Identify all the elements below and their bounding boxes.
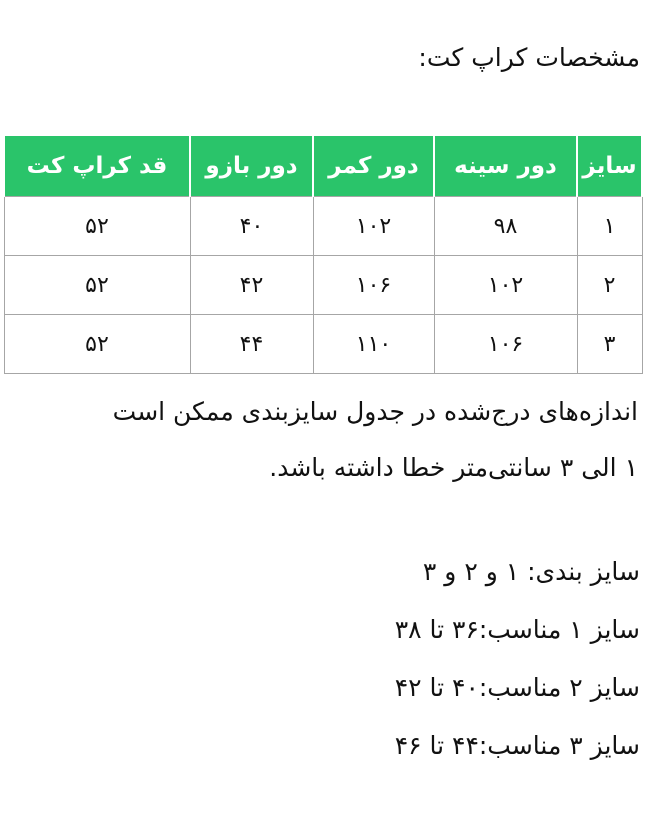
header-chest: دور سینه <box>434 136 577 197</box>
cell-length: ۵۲ <box>4 315 190 374</box>
note-line: ۱ الی ۳ سانتی‌متر خطا داشته باشد. <box>269 453 638 482</box>
cell-length: ۵۲ <box>4 197 190 256</box>
cell-size: ۱ <box>577 197 642 256</box>
size-3-fit: سایز ۳ مناسب:۴۴ تا ۴۶ <box>394 731 640 760</box>
cell-waist: ۱۱۰ <box>313 315 434 374</box>
size-tolerance-note <box>10 384 638 496</box>
cell-size: ۲ <box>577 256 642 315</box>
page-title: مشخصات کراپ کت: <box>418 43 640 72</box>
cell-arm: ۴۰ <box>190 197 313 256</box>
cell-waist: ۱۰۶ <box>313 256 434 315</box>
header-length: قد کراپ کت <box>4 136 190 197</box>
size-guide <box>16 544 640 776</box>
cell-chest: ۱۰۶ <box>434 315 577 374</box>
table-row <box>4 197 642 256</box>
cell-waist: ۱۰۲ <box>313 197 434 256</box>
table-header-row <box>4 136 642 197</box>
cell-size: ۳ <box>577 315 642 374</box>
header-size: سایز <box>577 136 642 197</box>
table-row <box>4 315 642 374</box>
cell-chest: ۹۸ <box>434 197 577 256</box>
cell-arm: ۴۲ <box>190 256 313 315</box>
note-line: اندازه‌های درج‌شده در جدول سایزبندی ممکن است <box>112 397 638 426</box>
size-1-fit: سایز ۱ مناسب:۳۶ تا ۳۸ <box>394 615 640 644</box>
table-row <box>4 256 642 315</box>
cell-length: ۵۲ <box>4 256 190 315</box>
header-waist: دور کمر <box>313 136 434 197</box>
cell-arm: ۴۴ <box>190 315 313 374</box>
size-2-fit: سایز ۲ مناسب:۴۰ تا ۴۲ <box>394 673 640 702</box>
header-arm: دور بازو <box>190 136 313 197</box>
cell-chest: ۱۰۲ <box>434 256 577 315</box>
size-summary: سایز بندی: ۱ و ۲ و ۳ <box>422 557 640 586</box>
size-table <box>3 136 643 374</box>
